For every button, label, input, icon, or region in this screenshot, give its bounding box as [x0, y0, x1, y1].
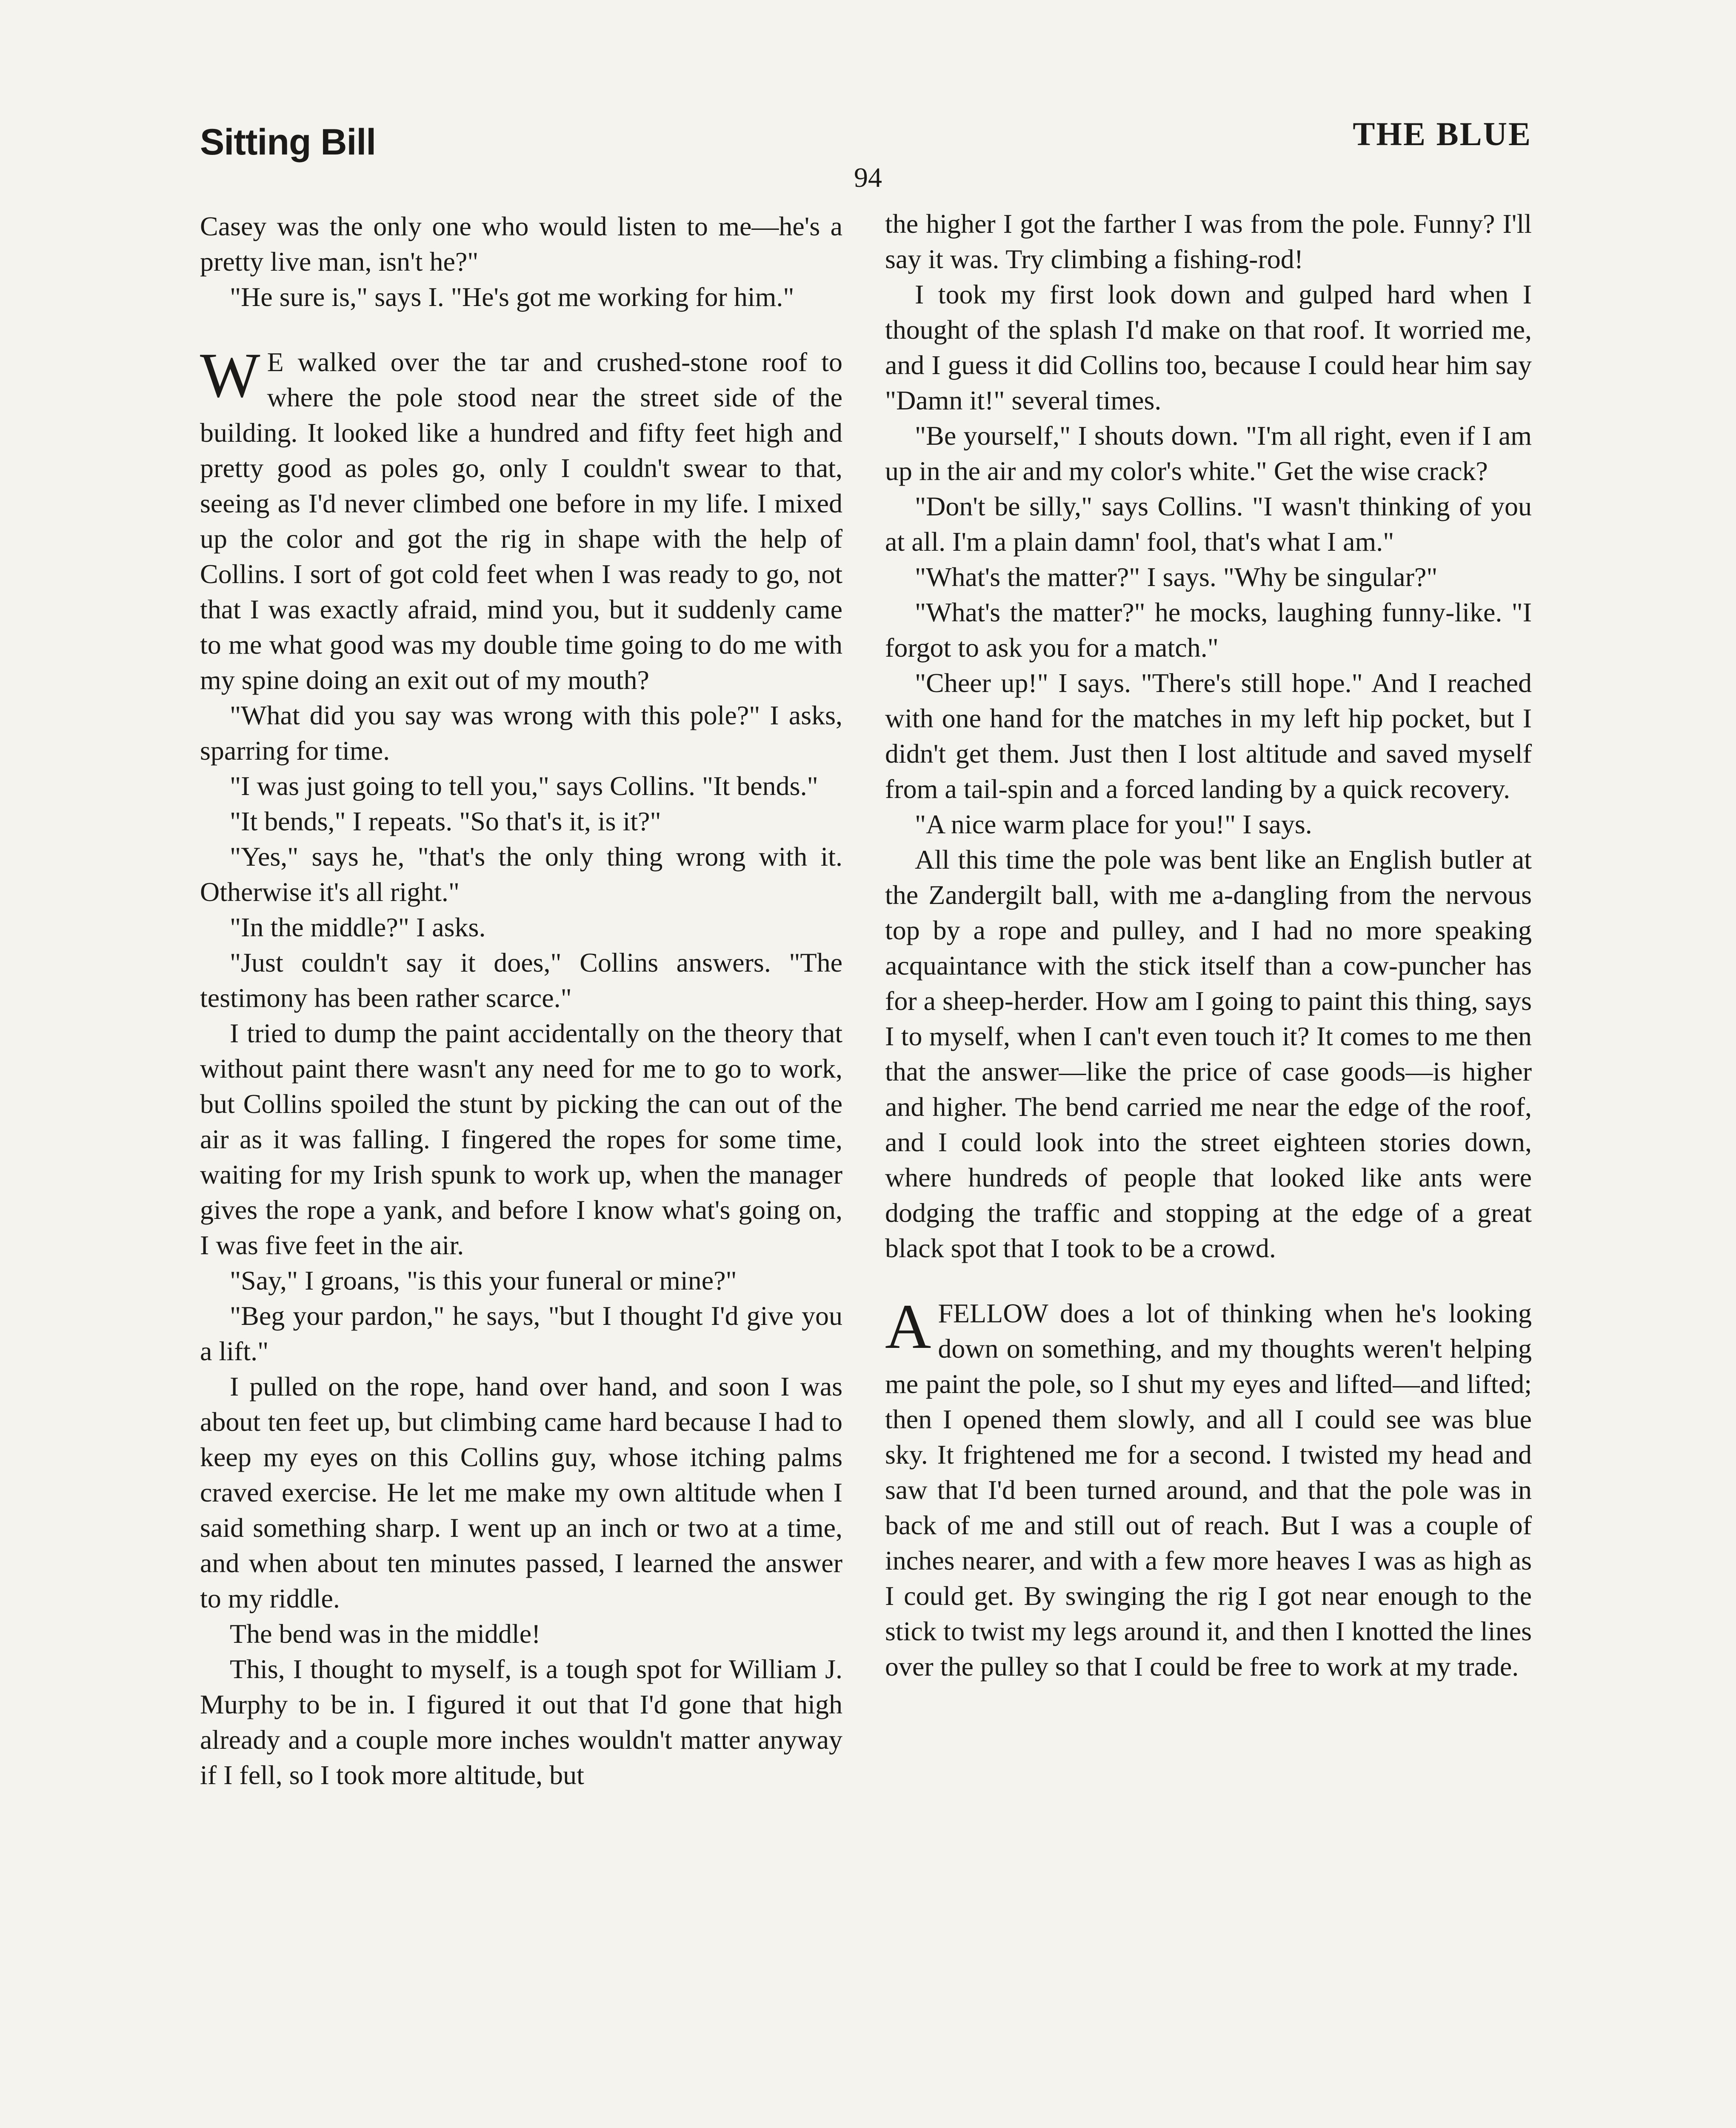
paragraph: This, I thought to myself, is a tough spot for William J. Murphy to be in. I figured it out that I'd gone that high already and a couple more inches wouldn't matter anyway if I fell, so I took more altitude, but [200, 1654, 842, 1790]
paragraph: I pulled on the rope, hand over hand, and soon I was about ten feet up, but climbing came hard because I had to keep my eyes on this Collins guy, whose itching palms craved exercise. He let me make my own altitude when I said something sharp. I went up an inch or two at a time, and when about ten minutes passed, I learned the answer to my riddle. [200, 1371, 842, 1613]
paragraph: "Be yourself," I shouts down. "I'm all right, even if I am up in the air and my color's white." Get the wise crack? [885, 420, 1532, 486]
paragraph: The bend was in the middle! [230, 1619, 541, 1649]
section-paragraph [200, 340, 842, 698]
paragraph: "Beg your pardon," he says, "but I thought I'd give you a lift." [200, 1301, 842, 1366]
section-paragraph [885, 1291, 1532, 1684]
paragraph: "It bends," I repeats. "So that's it, is it?" [230, 806, 661, 836]
running-title-left: Sitting Bill [200, 122, 376, 163]
paragraph: "Say," I groans, "is this your funeral or mine?" [230, 1265, 737, 1296]
paragraph: "In the middle?" I asks. [230, 912, 486, 942]
paragraph: "I was just going to tell you," says Collins. "It bends." [230, 771, 818, 801]
paragraph: "Just couldn't say it does," Collins answers. "The testimony has been rather scarce." [200, 947, 842, 1013]
paragraph-text: FELLOW does a lot of thinking when he's looking down on something, and my thoughts weren't helping me paint the pole, so I shut my eyes and lifted—and lifted; then I opened them slowly, and all I could see was blue sky. It frightened me for a second. I twisted my head and saw that I'd been turned around, and that the pole was in back of me and still out of reach. But I was a couple of inches nearer, and with a few more heaves I was as high as I could get. By swinging the rig I got near enough to the stick to twist my legs around it, and then I knotted the lines over the pulley so that I could be free to work at my trade. [885, 1298, 1532, 1682]
paragraph: "Don't be silly," says Collins. "I wasn't thinking of you at all. I'm a plain damn' fool, that's what I am." [885, 491, 1532, 557]
paragraph: "A nice warm place for you!" I says. [915, 809, 1312, 839]
paragraph: "He sure is," says I. "He's got me working for him." [230, 282, 794, 312]
text-column-right [885, 206, 1532, 1684]
paragraph: "Cheer up!" I says. "There's still hope." And I reached with one hand for the matches in my left hip pocket, but I didn't get them. Just then I lost altitude and saved myself from a tail-spin and a forced landing by a quick recovery. [885, 668, 1532, 804]
page-number: 94 [854, 162, 882, 193]
drop-cap: W [200, 340, 260, 411]
drop-cap: A [885, 1291, 931, 1362]
paragraph: "Yes," says he, "that's the only thing wrong with it. Otherwise it's all right." [200, 841, 842, 907]
paragraph: Casey was the only one who would listen to me—he's a pretty live man, isn't he?" [200, 211, 842, 277]
paragraph: I took my first look down and gulped hard when I thought of the splash I'd make on that roof. It worried me, and I guess it did Collins too, because I could hear him say "Damn it!" several times. [885, 279, 1532, 415]
paragraph: "What's the matter?" I says. "Why be singular?" [915, 562, 1438, 592]
paragraph: I tried to dump the paint accidentally on the theory that without paint there wasn't any need for me to go to work, but Collins spoiled the stunt by picking the can out of the air as it was falling. I fingered the ropes for some time, waiting for my Irish spunk to work up, when the manager gives the rope a yank, and before I know what's going on, I was five feet in the air. [200, 1018, 842, 1260]
paragraph: "What's the matter?" he mocks, laughing funny-like. "I forgot to ask you for a match." [885, 597, 1532, 663]
paragraph-text: E walked over the tar and crushed-stone roof to where the pole stood near the street side of the building. It looked like a hundred and fifty feet high and pretty good as poles go, only I couldn't swear to that, seeing as I'd never climbed one before in my life. I mixed up the color and got the rig in shape with the help of Collins. I sort of got cold feet when I was ready to go, not that I was exactly afraid, mind you, but it suddenly came to me what good was my double time going to do me with my spine doing an exit out of my mouth? [200, 347, 842, 695]
paragraph: "What did you say was wrong with this pole?" I asks, sparring for time. [200, 700, 842, 766]
paragraph: All this time the pole was bent like an English butler at the Zandergilt ball, with me a-dangling from the nervous top by a rope and pulley, and I had no more speaking acquaintance with the stick itself than a cow-puncher has for a sheep-herder. How am I going to paint this thing, says I to myself, when I can't even touch it? It comes to me then that the answer—like the price of case goods—is higher and higher. The bend carried me near the edge of the roof, and I could look into the street eighteen stories down, where hundreds of people that looked like ants were dodging the traffic and stopping at the edge of a great black spot that I took to be a crowd. [885, 844, 1532, 1263]
running-title-right: THE BLUE [1353, 115, 1532, 152]
text-column-left [200, 209, 842, 1793]
paragraph: the higher I got the farther I was from the pole. Funny? I'll say it was. Try climbing a fishing-rod! [885, 209, 1532, 274]
